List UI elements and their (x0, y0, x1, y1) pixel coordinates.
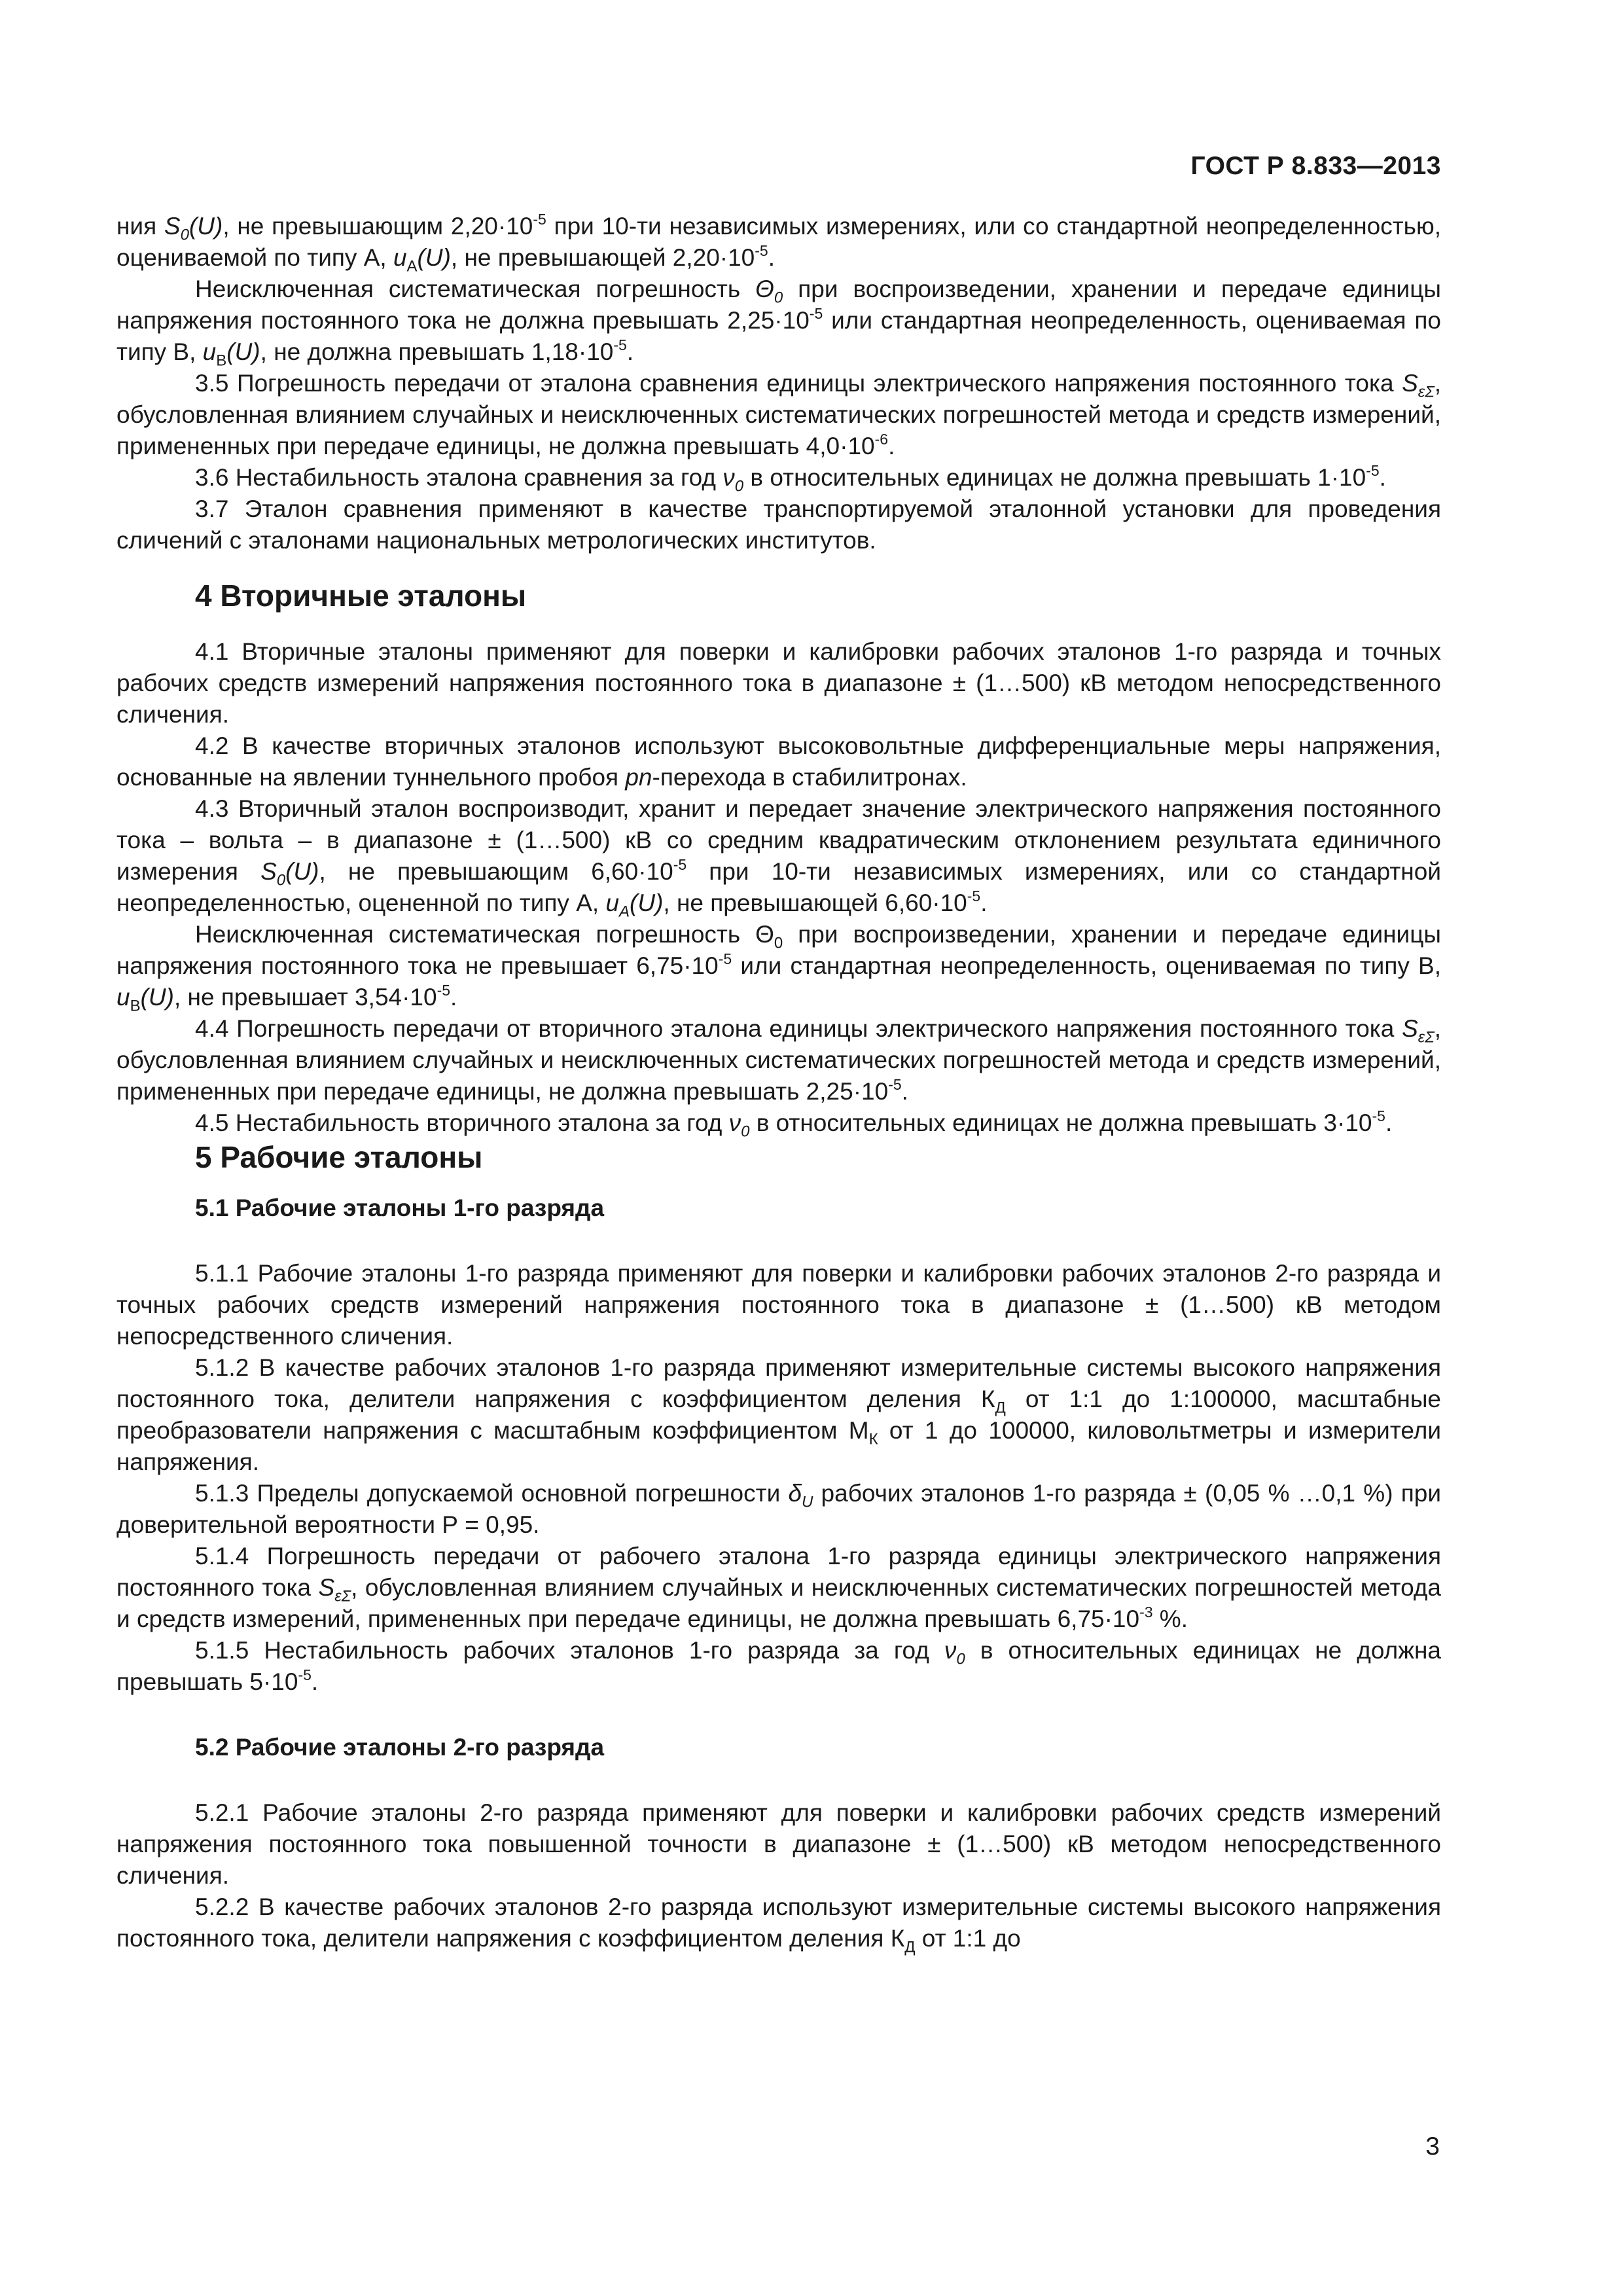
paragraph-5-1-4: 5.1.4 Погрешность передачи от рабочего эталона 1-го разряда единицы электрического напряжения постоянного тока $S_{\varepsilon\Sigma}$, обусловленная влиянием случайных и неисключенных систематических погрешностей метода и средств измерений, примененных при передаче единицы, не должна превышать $6,75\cdot 10^{-3}$ %. (116, 1543, 1441, 1632)
section-5-heading: 5 Рабочие эталоны (195, 1140, 483, 1174)
paragraph-4-5: 4.5 Нестабильность вторичного эталона за год $\nu_0$ в относительных единицах не должна превышать $3\cdot 10^{-5}$. (195, 1107, 1393, 1141)
paragraph-4-2: 4.2 В качестве вторичных эталонов используют высоковольтные дифференциальные меры напряжения, основанные на явлении туннельного пробоя pn-перехода в стабилитронах. (116, 732, 1441, 791)
paragraph-4-4: 4.4 Погрешность передачи от вторичного эталона единицы электрического напряжения постоянного тока $S_{\varepsilon\Sigma}$, обусловленная влиянием случайных и неисключенных систематических погрешностей метода и средств измерений, примененных при передаче единицы, не должна превышать $2,25\cdot 10^{-5}$. (116, 1015, 1441, 1105)
paragraph-5-1-3: 5.1.3 Пределы допускаемой основной погрешности $\delta_U$ рабочих эталонов 1-го разряда ± (0,05 % …0,1 %) при доверительной вероятности Р = 0,95. (116, 1480, 1441, 1538)
paragraph-3-5: 3.5 Погрешность передачи от эталона сравнения единицы электрического напряжения постоянного тока $S_{\varepsilon\Sigma}$, обусловленная влиянием случайных и неисключенных систематических погрешностей метода и средств измерений, примененных при передаче единицы, не должна превышать $4,0\cdot 10^{-6}$. (116, 370, 1441, 459)
paragraph-3-6: 3.6 Нестабильность эталона сравнения за год $\nu_0$ в относительных единицах не должна превышать $1\cdot 10^{-5}$. (195, 461, 1386, 495)
subsection-5-2-heading: 5.2 Рабочие эталоны 2-го разряда (195, 1734, 605, 1761)
page-number: 3 (1425, 2132, 1440, 2161)
paragraph-4-3-systematic: Неисключенная систематическая погрешность $\Theta_0$ при воспроизведении, хранении и передаче единицы напряжения постоянного тока не превышает $6,75\cdot 10^{-5}$ или стандартная неопределенность, оцениваемая по типу В, $u_B(U)$, не превышает $3,54\cdot 10^{-5}$. (116, 921, 1441, 1015)
document-body (116, 211, 1441, 1954)
paragraph-4-1: 4.1 Вторичные эталоны применяют для поверки и калибровки рабочих эталонов 1-го разряда и точных рабочих средств измерений напряжения постоянного тока в диапазоне ± (1…500) кВ методом непосредственного сличения. (116, 638, 1441, 728)
paragraph-4-3: 4.3 Вторичный эталон воспроизводит, хранит и передает значение электрического напряжения постоянного тока – вольта – в диапазоне ± (1…500) кВ со средним квадратическим отклонением результата единичного измерения $S_0(U)$, не превышающим $6,60\cdot 10^{-5}$ при 10-ти независимых измерениях, или со стандартной неопределенностью, оцененной по типу А, $u_A(U)$, не превышающей $6,60\cdot 10^{-5}$. (116, 795, 1441, 921)
subsection-5-1-heading: 5.1 Рабочие эталоны 1-го разряда (195, 1194, 605, 1221)
standard-number-header: ГОСТ Р 8.833—2013 (1190, 152, 1441, 180)
paragraph-5-2-1: 5.2.1 Рабочие эталоны 2-го разряда применяют для поверки и калибровки рабочих средств измерений напряжения постоянного тока повышенной точности в диапазоне ± (1…500) кВ методом непосредственного сличения. (116, 1799, 1441, 1889)
paragraph-continuation: ния $S_0(U)$, не превышающим $2,20\cdot 10^{-5}$ при 10-ти независимых измерениях, или со стандартной неопределенностью, оцениваемой по типу А, $u_A(U)$, не превышающей $2,20\cdot 10^{-5}$. (116, 210, 1441, 276)
paragraph-systematic-error: Неисключенная систематическая погрешность $\Theta_0$ при воспроизведении, хранении и передаче единицы напряжения постоянного тока не должна превышать $2,25\cdot 10^{-5}$ или стандартная неопределенность, оцениваемая по типу В, $u_B(U)$, не должна превышать $1,18\cdot 10^{-5}$. (116, 276, 1442, 370)
section-4-heading: 4 Вторичные эталоны (195, 579, 527, 613)
paragraph-5-1-2: 5.1.2 В качестве рабочих эталонов 1-го разряда применяют измерительные системы высокого напряжения постоянного тока, делители напряжения с коэффициентом деления $К_Д$ от 1:1 до 1:100000, масштабные преобразователи напряжения с масштабным коэффициентом $М_К$ от 1 до 100000, киловольтметры и измерители напряжения. (116, 1354, 1441, 1475)
paragraph-5-1-1: 5.1.1 Рабочие эталоны 1-го разряда применяют для поверки и калибровки рабочих эталонов 2-го разряда и точных рабочих средств измерений напряжения постоянного тока в диапазоне ± (1…500) кВ методом непосредственного сличения. (116, 1260, 1441, 1350)
paragraph-5-2-2: 5.2.2 В качестве рабочих эталонов 2-го разряда используют измерительные системы высокого напряжения постоянного тока, делители напряжения с коэффициентом деления $К_Д$ от 1:1 до (116, 1893, 1441, 1956)
paragraph-5-1-5: 5.1.5 Нестабильность рабочих эталонов 1-го разряда за год $\nu_0$ в относительных единицах не должна превышать $5\cdot 10^{-5}$. (116, 1637, 1442, 1695)
paragraph-3-7: 3.7 Эталон сравнения применяют в качестве транспортируемой эталонной установки для проведения сличений с эталонами национальных метрологических институтов. (116, 495, 1441, 554)
